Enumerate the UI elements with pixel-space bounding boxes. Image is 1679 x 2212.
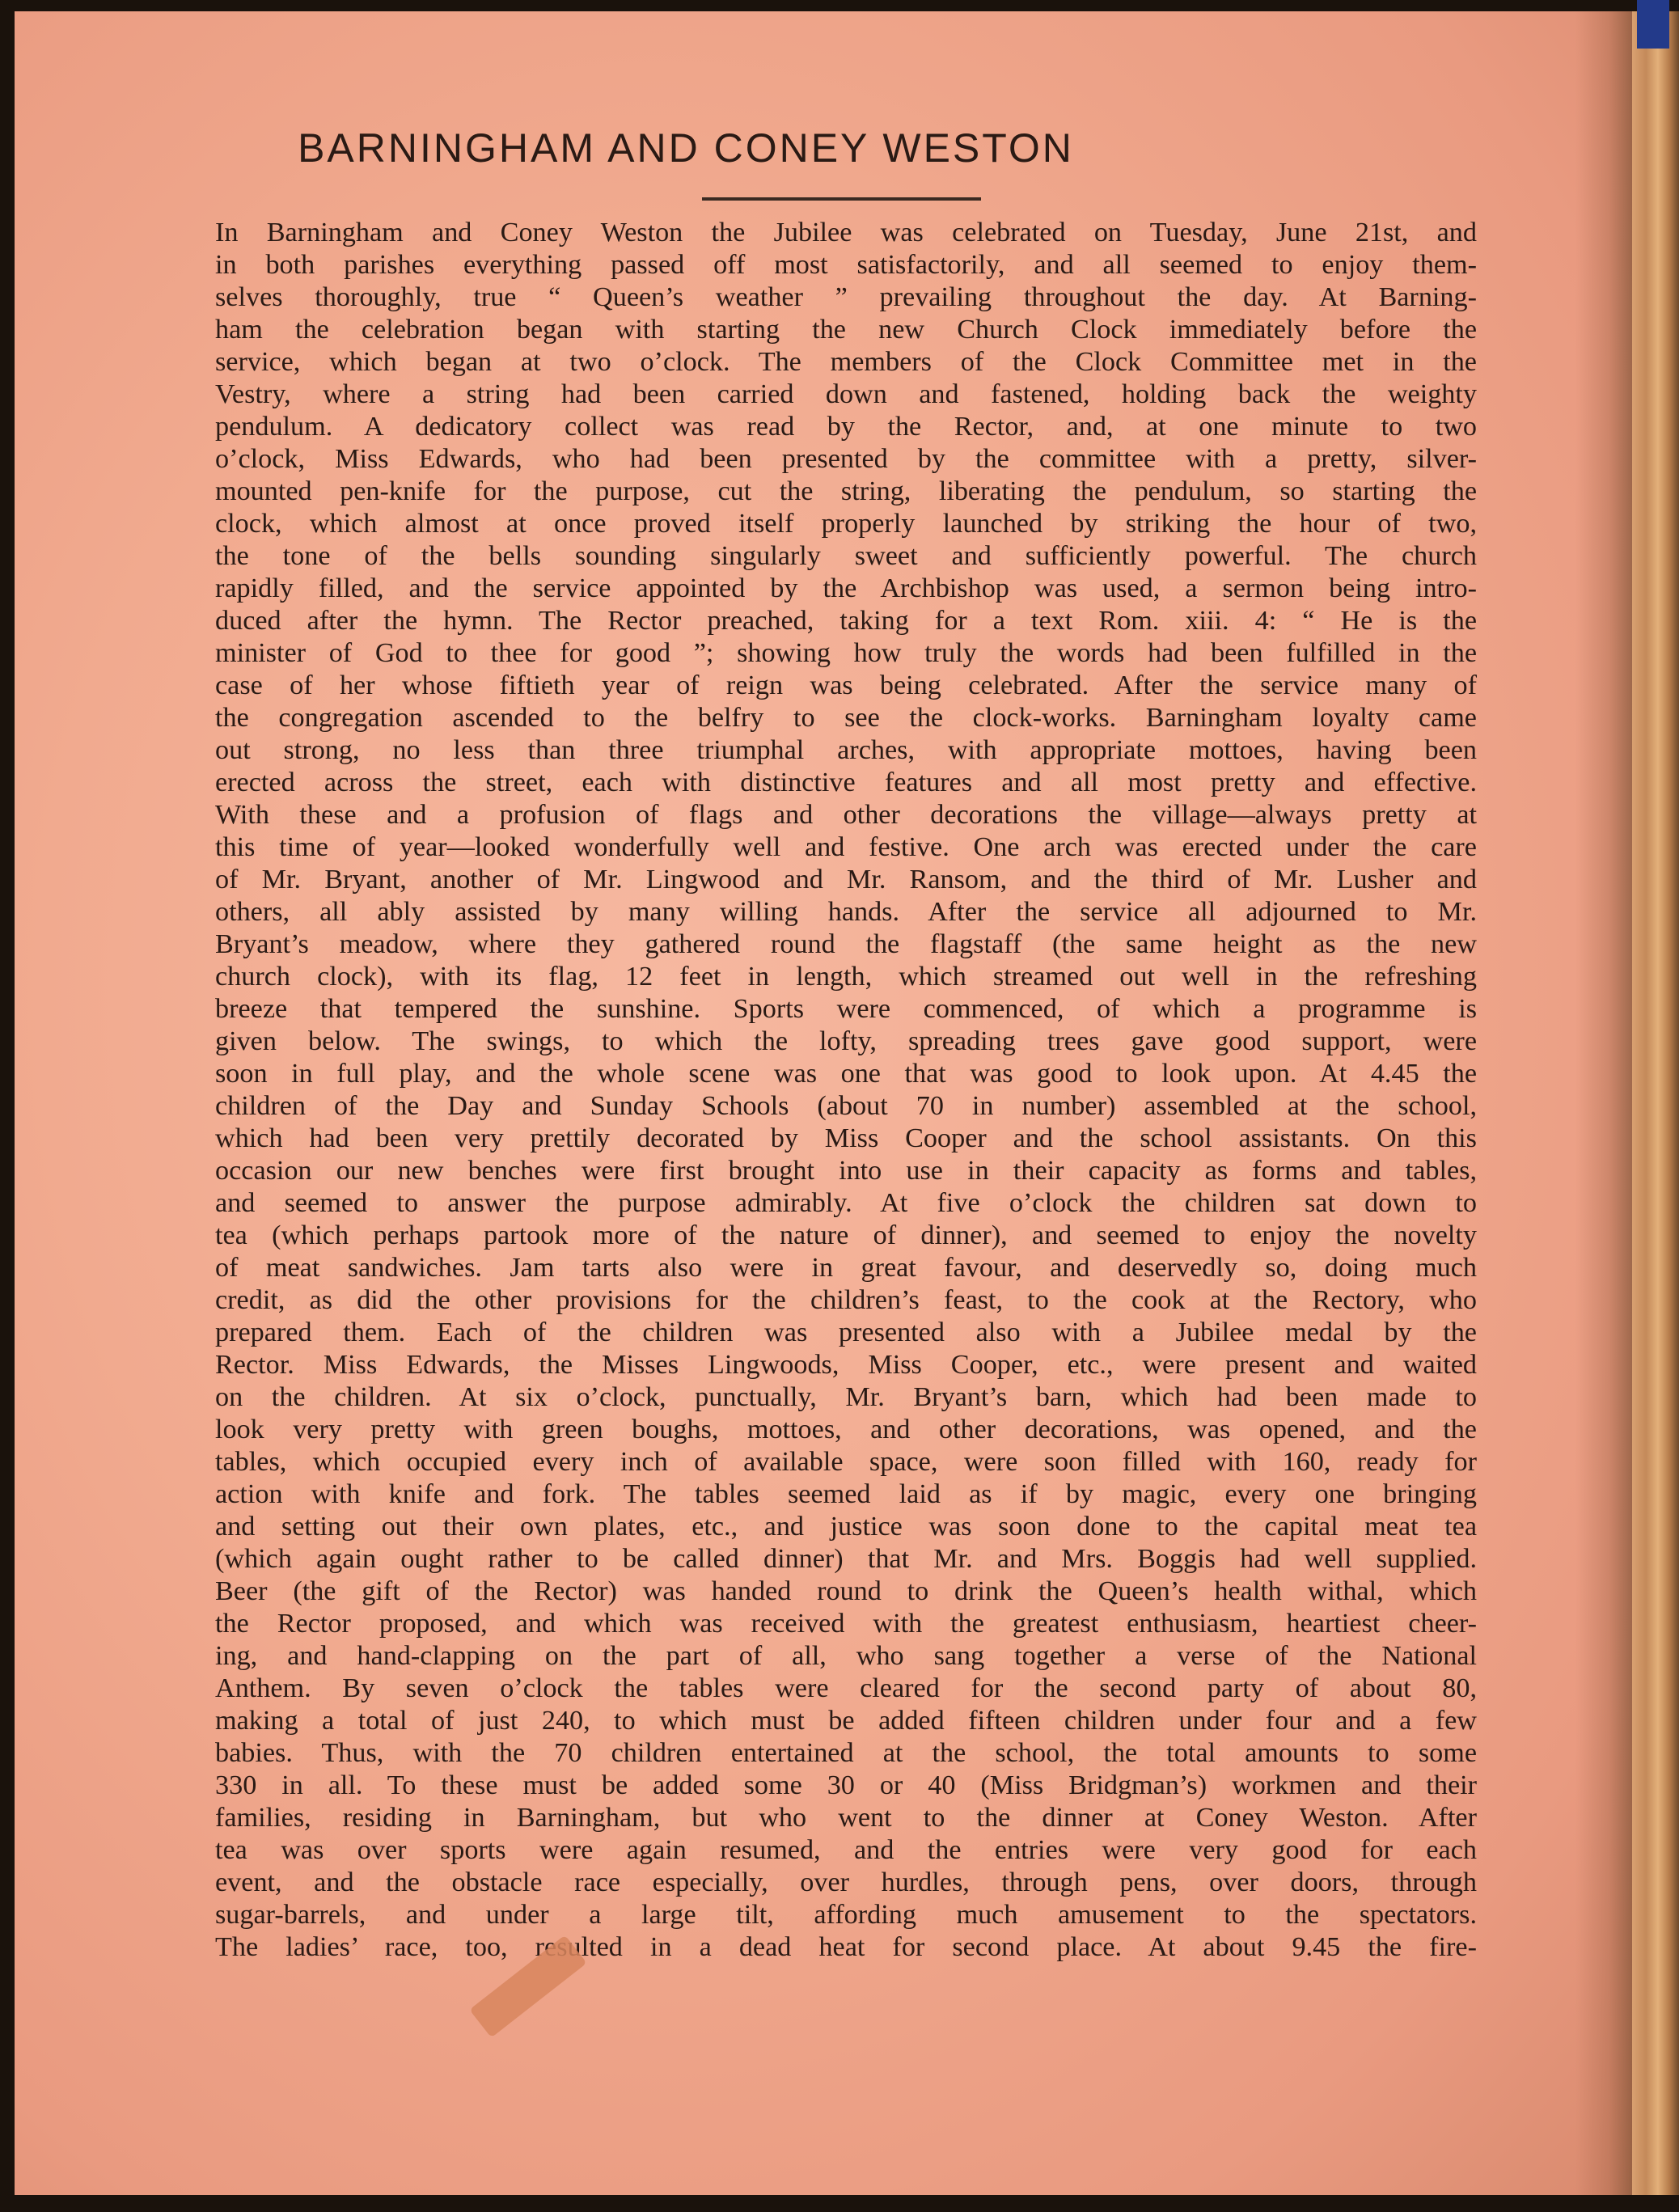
article-body <box>215 217 1477 1964</box>
text-line: look very pretty with green boughs, mottoes, and other decorations, was opened, and the <box>215 1415 1477 1444</box>
text-line: given below. The swings, to which the lofty, spreading trees gave good support, were <box>215 1026 1477 1056</box>
text-line: Bryant’s meadow, where they gathered round the flagstaff (the same height as the new <box>215 929 1477 959</box>
text-line: o’clock, Miss Edwards, who had been presented by the committee with a pretty, silver- <box>215 444 1477 474</box>
text-line: With these and a profusion of flags and other decorations the village—always pretty at <box>215 800 1477 830</box>
text-line: tea (which perhaps partook more of the nature of dinner), and seemed to enjoy the novelty <box>215 1220 1477 1250</box>
text-line: which had been very prettily decorated by Miss Cooper and the school assistants. On this <box>215 1123 1477 1153</box>
text-line: of Mr. Bryant, another of Mr. Lingwood and Mr. Ransom, and the third of Mr. Lusher and <box>215 865 1477 895</box>
text-line: (which again ought rather to be called dinner) that Mr. and Mrs. Boggis had well supplied. <box>215 1544 1477 1574</box>
text-line: making a total of just 240, to which must be added fifteen children under four and a few <box>215 1706 1477 1736</box>
text-line: ing, and hand-clapping on the part of all, who sang together a verse of the National <box>215 1641 1477 1671</box>
text-line: ham the celebration began with starting the new Church Clock immediately before the <box>215 315 1477 345</box>
text-line: the congregation ascended to the belfry to see the clock-works. Barningham loyalty came <box>215 703 1477 733</box>
text-line: church clock), with its flag, 12 feet in length, which streamed out well in the refreshing <box>215 962 1477 992</box>
text-line: clock, which almost at once proved itself properly launched by striking the hour of two, <box>215 509 1477 539</box>
text-line: case of her whose fiftieth year of reign was being celebrated. After the service many of <box>215 670 1477 700</box>
text-line: action with knife and fork. The tables seemed laid as if by magic, every one bringing <box>215 1479 1477 1509</box>
text-line: mounted pen-knife for the purpose, cut the string, liberating the pendulum, so starting the <box>215 476 1477 506</box>
text-line: the Rector proposed, and which was received with the greatest enthusiasm, heartiest cheer- <box>215 1609 1477 1639</box>
text-line: erected across the street, each with distinctive features and all most pretty and effective. <box>215 768 1477 797</box>
text-line: this time of year—looked wonderfully well and festive. One arch was erected under the care <box>215 832 1477 862</box>
page-title: BARNINGHAM AND CONEY WESTON <box>298 125 1074 171</box>
text-line: duced after the hymn. The Rector preached, taking for a text Rom. xiii. 4: “ He is the <box>215 606 1477 636</box>
text-line: children of the Day and Sunday Schools (about 70 in number) assembled at the school, <box>215 1091 1477 1121</box>
text-line: prepared them. Each of the children was presented also with a Jubilee medal by the <box>215 1317 1477 1347</box>
text-line: out strong, no less than three triumphal arches, with appropriate mottoes, having been <box>215 735 1477 765</box>
text-line: pendulum. A dedicatory collect was read by the Rector, and, at one minute to two <box>215 412 1477 442</box>
text-line: families, residing in Barningham, but who went to the dinner at Coney Weston. After <box>215 1803 1477 1833</box>
text-line: 330 in all. To these must be added some 30 or 40 (Miss Bridgman’s) workmen and their <box>215 1770 1477 1800</box>
text-line: The ladies’ race, too, resulted in a dead heat for second place. At about 9.45 the fire- <box>215 1932 1477 1962</box>
text-line: credit, as did the other provisions for the children’s feast, to the cook at the Rectory, who <box>215 1285 1477 1315</box>
text-line: on the children. At six o’clock, punctually, Mr. Bryant’s barn, which had been made to <box>215 1382 1477 1412</box>
text-line: In Barningham and Coney Weston the Jubilee was celebrated on Tuesday, June 21st, and <box>215 218 1477 247</box>
text-line: breeze that tempered the sunshine. Sports were commenced, of which a programme is <box>215 994 1477 1024</box>
book-spine <box>1632 11 1679 2195</box>
text-line: selves thoroughly, true “ Queen’s weather ” prevailing throughout the day. At Barning- <box>215 282 1477 312</box>
text-line: the tone of the bells sounding singularly sweet and sufficiently powerful. The church <box>215 541 1477 571</box>
page-edge-shadow <box>1575 11 1632 2195</box>
text-line: Anthem. By seven o’clock the tables were cleared for the second party of about 80, <box>215 1673 1477 1703</box>
text-line: sugar-barrels, and under a large tilt, affording much amusement to the spectators. <box>215 1900 1477 1930</box>
text-line: event, and the obstacle race especially, over hurdles, through pens, over doors, through <box>215 1867 1477 1897</box>
text-line: and seemed to answer the purpose admirably. At five o’clock the children sat down to <box>215 1188 1477 1218</box>
page <box>15 11 1632 2195</box>
text-line: minister of God to thee for good ”; showing how truly the words had been fulfilled in the <box>215 638 1477 668</box>
text-line: service, which began at two o’clock. The members of the Clock Committee met in the <box>215 347 1477 377</box>
title-underline <box>702 197 981 201</box>
text-line: and setting out their own plates, etc., and justice was soon done to the capital meat tea <box>215 1512 1477 1542</box>
text-line: rapidly filled, and the service appointed by the Archbishop was used, a sermon being intro- <box>215 573 1477 603</box>
text-line: Vestry, where a string had been carried down and fastened, holding back the weighty <box>215 379 1477 409</box>
text-line: Beer (the gift of the Rector) was handed round to drink the Queen’s health withal, which <box>215 1576 1477 1606</box>
text-line: occasion our new benches were first brought into use in their capacity as forms and tables, <box>215 1156 1477 1186</box>
text-line: of meat sandwiches. Jam tarts also were in great favour, and deservedly so, doing much <box>215 1253 1477 1283</box>
text-line: soon in full play, and the whole scene was one that was good to look upon. At 4.45 the <box>215 1059 1477 1089</box>
text-line: in both parishes everything passed off most satisfactorily, and all seemed to enjoy them- <box>215 250 1477 280</box>
spine-band <box>1637 0 1669 49</box>
text-line: babies. Thus, with the 70 children entertained at the school, the total amounts to some <box>215 1738 1477 1768</box>
text-line: others, all ably assisted by many willing hands. After the service all adjourned to Mr. <box>215 897 1477 927</box>
text-line: tea was over sports were again resumed, and the entries were very good for each <box>215 1835 1477 1865</box>
text-line: tables, which occupied every inch of available space, were soon filled with 160, ready for <box>215 1447 1477 1477</box>
text-line: Rector. Miss Edwards, the Misses Lingwoods, Miss Cooper, etc., were present and waited <box>215 1350 1477 1380</box>
